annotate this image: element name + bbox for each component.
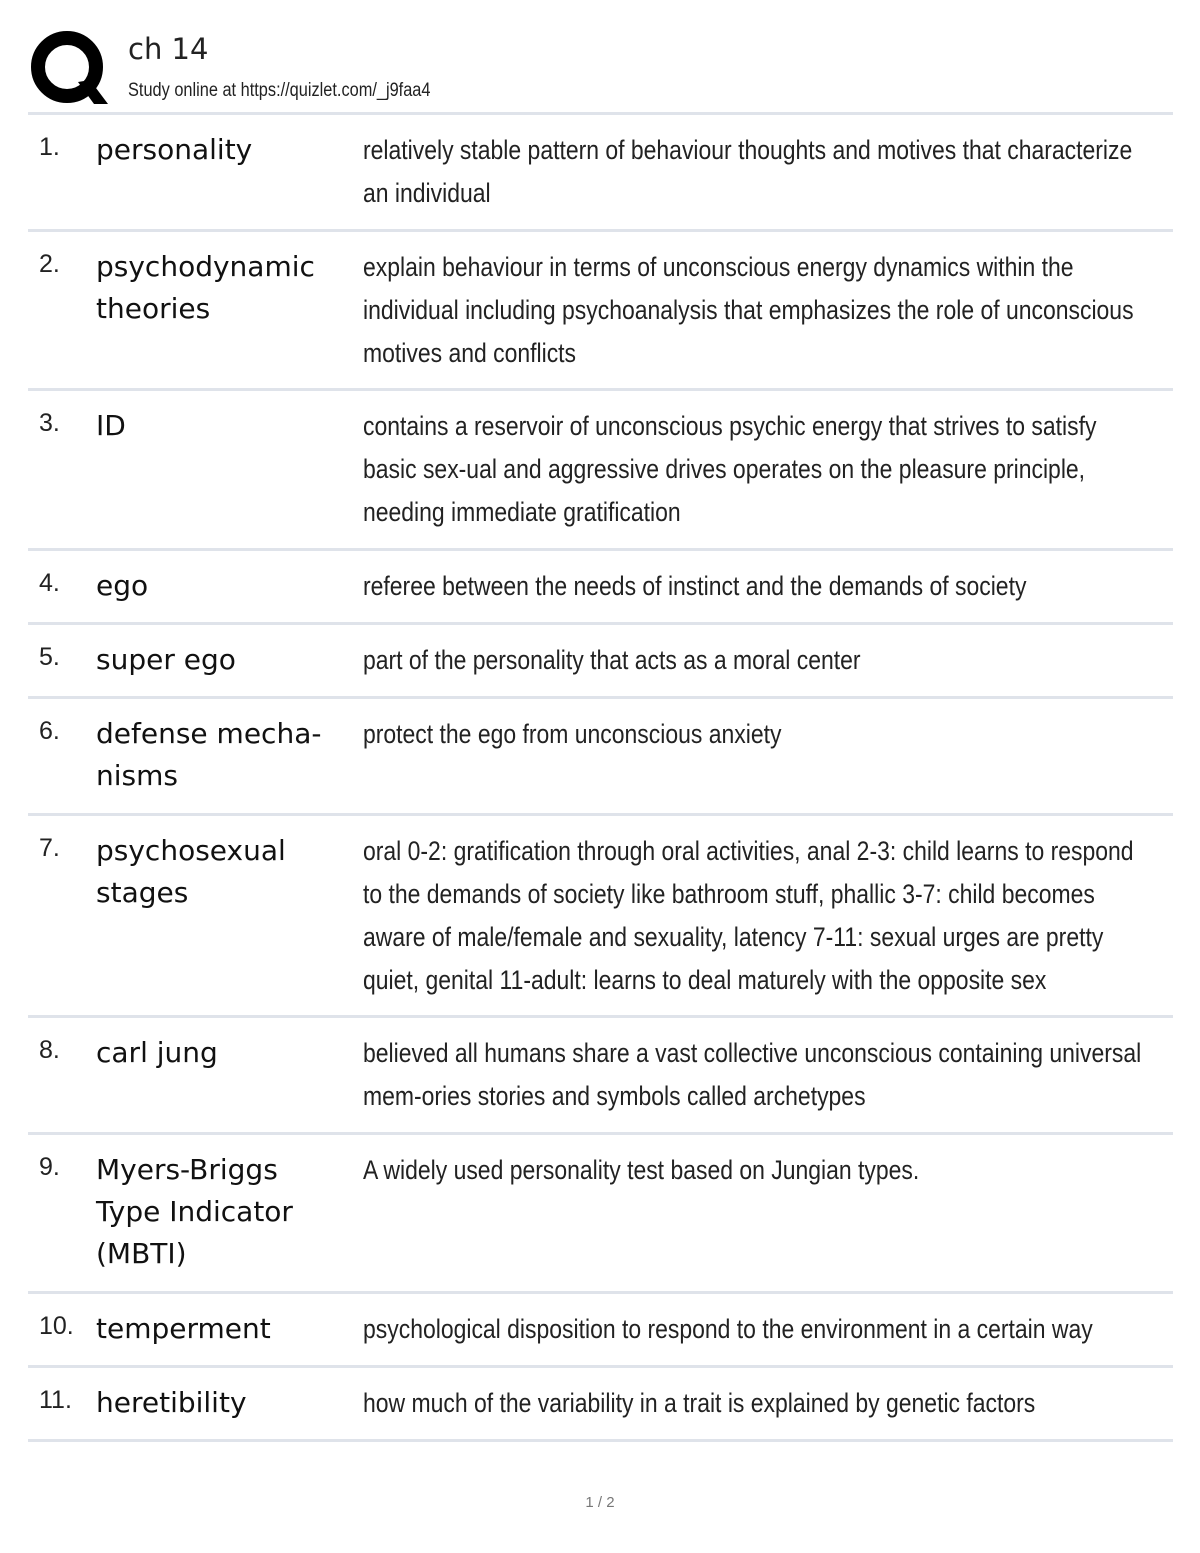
definition: psychological disposition to respond to the environment in a certain way [363, 1314, 1093, 1344]
definition: explain behaviour in terms of unconscious energy dynamics within the individual including psychoanalysis that emphasizes the role of unconscious motives and conflicts [363, 252, 1134, 368]
term: heretibility [96, 1386, 247, 1419]
definition: how much of the variability in a trait is explained by genetic factors [363, 1388, 1036, 1418]
item-number: 6. [39, 717, 60, 745]
term: defense mecha-nisms [96, 717, 322, 792]
list-item [28, 1135, 1173, 1294]
term: temperment [96, 1312, 271, 1345]
study-link[interactable]: Study online at https://quizlet.com/_j9faa4 [128, 80, 431, 101]
definition: relatively stable pattern of behaviour thoughts and motives that characterize an individual [363, 135, 1133, 208]
list-item [28, 391, 1173, 551]
item-number: 1. [39, 133, 60, 161]
item-number: 11. [39, 1386, 72, 1414]
list-item [28, 115, 1173, 232]
definition: part of the personality that acts as a moral center [363, 645, 861, 675]
item-number: 4. [39, 569, 60, 597]
list-item [28, 625, 1173, 699]
term: psychodynamic theories [96, 250, 315, 325]
definition: A widely used personality test based on Jungian types. [363, 1155, 920, 1185]
item-number: 2. [39, 250, 60, 278]
item-number: 10. [39, 1312, 74, 1340]
item-number: 9. [39, 1153, 60, 1181]
term-list [28, 112, 1173, 1442]
term: psychosexual stages [96, 834, 286, 909]
list-item [28, 551, 1173, 625]
list-item [28, 816, 1173, 1018]
list-item [28, 1294, 1173, 1368]
item-number: 8. [39, 1036, 60, 1064]
quizlet-logo-icon [30, 30, 108, 108]
item-number: 3. [39, 409, 60, 437]
page-title: ch 14 [128, 32, 209, 66]
term: super ego [96, 643, 236, 676]
definition: oral 0-2: gratification through oral activities, anal 2-3: child learns to respond to the demands of society like bathroom stuff, phallic 3-7: child becomes aware of male/female and sexuality, latency 7-11: sexual urges are pretty quiet, genital 11-adult: learns to deal maturely with the opposite sex [363, 836, 1134, 995]
list-item [28, 1368, 1173, 1442]
term: ID [96, 409, 126, 442]
item-number: 5. [39, 643, 60, 671]
item-number: 7. [39, 834, 60, 862]
header [30, 28, 1172, 108]
term: carl jung [96, 1036, 218, 1069]
list-item [28, 699, 1173, 816]
definition: believed all humans share a vast collective unconscious containing universal mem-ories stories and symbols called archetypes [363, 1038, 1142, 1111]
definition: protect the ego from unconscious anxiety [363, 719, 782, 749]
page-number: 1 / 2 [585, 1494, 615, 1511]
list-item [28, 232, 1173, 391]
term: Myers-Briggs Type Indicator (MBTI) [96, 1153, 293, 1270]
term: personality [96, 133, 253, 166]
term: ego [96, 569, 149, 602]
definition: referee between the needs of instinct and the demands of society [363, 571, 1027, 601]
definition: contains a reservoir of unconscious psychic energy that strives to satisfy basic sex-ual and aggressive drives operates on the pleasure principle, needing immediate gratification [363, 411, 1097, 527]
list-item [28, 1018, 1173, 1135]
